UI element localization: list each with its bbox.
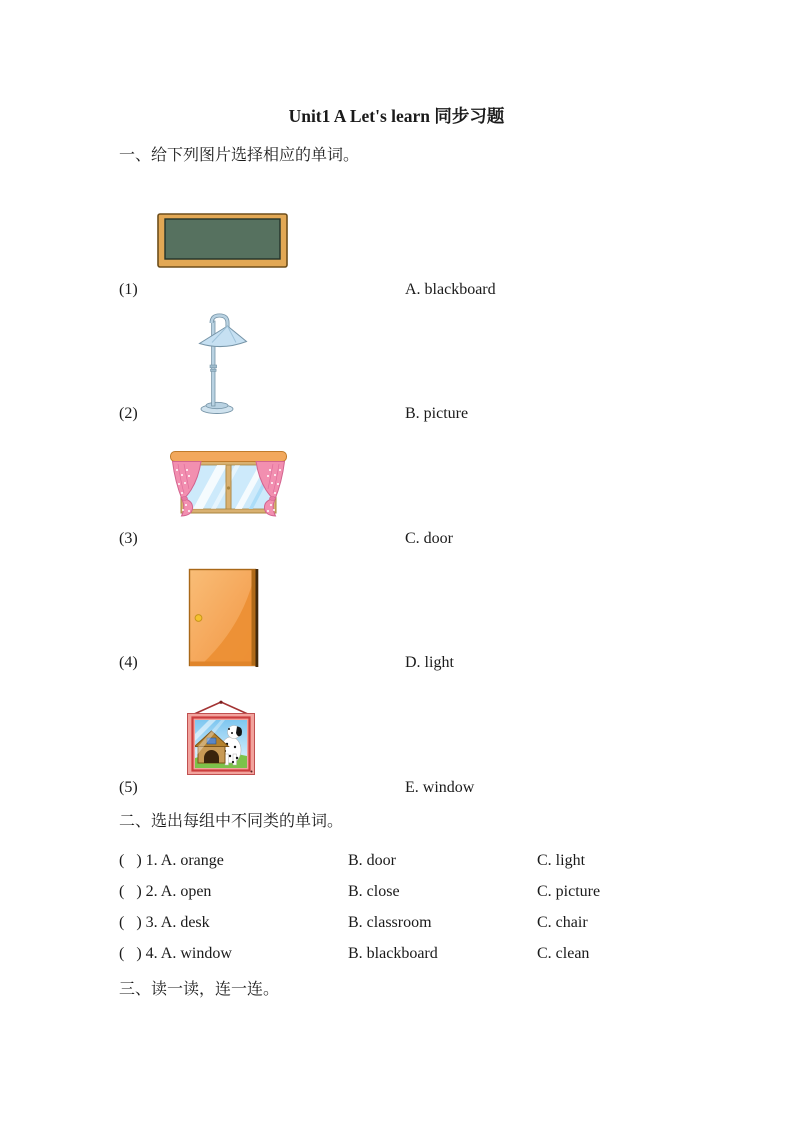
blackboard-image [157, 213, 288, 268]
item-3-option: C. door [405, 530, 453, 547]
answer-blank: ( ) [119, 852, 142, 869]
section-three-heading: 三、读一读，连一连。 [119, 981, 280, 998]
door-image [188, 568, 263, 668]
group-3-option-c: C. chair [537, 914, 588, 931]
word-option: 2. A. open [145, 883, 212, 900]
group-4-option-b: B. blackboard [348, 945, 438, 962]
item-2-option: B. picture [405, 405, 469, 422]
group-1-option-c: C. light [537, 852, 586, 869]
item-3-number: (3) [119, 530, 138, 547]
section-one-heading: 一、给下列图片选择相应的单词。 [119, 147, 360, 164]
group-3-option-b: B. classroom [348, 914, 432, 931]
item-1-number: (1) [119, 281, 138, 298]
answer-blank: ( ) [119, 945, 142, 962]
item-5-option: E. window [405, 779, 475, 796]
word-option: 1. A. orange [145, 852, 224, 869]
answer-blank: ( ) [119, 883, 142, 900]
framed-picture-image [185, 700, 257, 777]
group-1-option-b: B. door [348, 852, 396, 869]
group-1-option-a [119, 851, 224, 871]
group-3-option-a [119, 913, 210, 933]
group-2-option-a [119, 882, 211, 902]
group-4-option-a [119, 944, 232, 964]
section-two-heading: 二、选出每组中不同类的单词。 [119, 813, 344, 830]
page-title: Unit1 A Let's learn 同步习题 [288, 106, 505, 126]
group-2-option-c: C. picture [537, 883, 601, 900]
window-image [170, 448, 287, 518]
group-2-option-b: B. close [348, 883, 400, 900]
item-2-number: (2) [119, 405, 138, 422]
item-4-number: (4) [119, 654, 138, 671]
word-option: 3. A. desk [145, 914, 210, 931]
item-1-option: A. blackboard [405, 281, 496, 298]
word-option: 4. A. window [145, 945, 232, 962]
item-4-option: D. light [405, 654, 454, 671]
group-4-option-c: C. clean [537, 945, 590, 962]
answer-blank: ( ) [119, 914, 142, 931]
item-5-number: (5) [119, 779, 138, 796]
floor-lamp-image [198, 313, 248, 415]
